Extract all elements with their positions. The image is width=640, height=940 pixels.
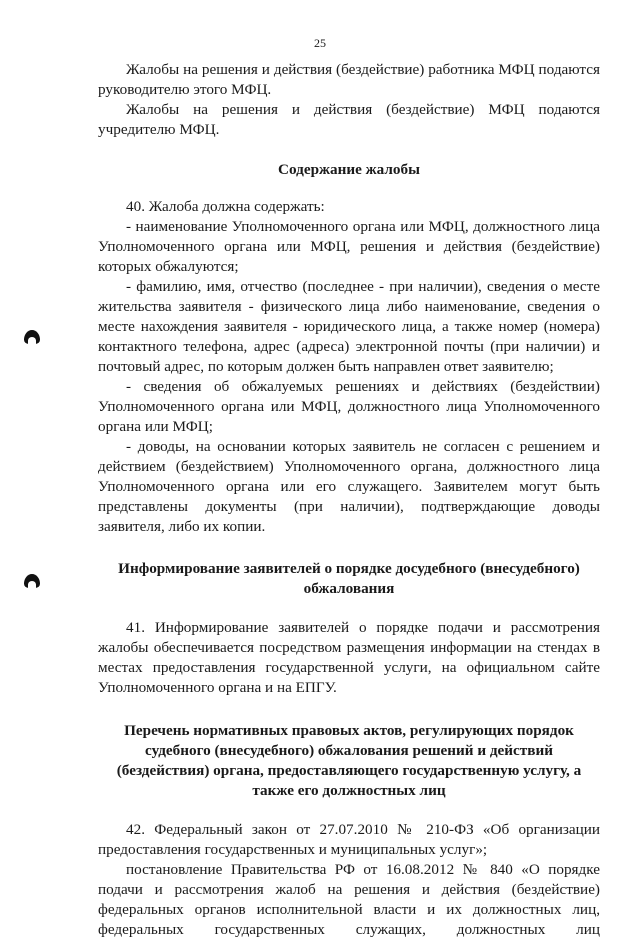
section-heading-complaint-content: Содержание жалобы: [278, 161, 420, 178]
punch-hole-mark: [24, 330, 40, 344]
paragraph: 40. Жалоба должна содержать:: [126, 198, 325, 215]
paragraph: постановление Правительства РФ от 16.08.2012 № 840 «О порядке подачи и рассмотрения жалоб на решения и действия (бездействие) федеральных органов исполнительной власти и их должностных лиц, федеральных государственных служащих, должностных лиц: [98, 861, 600, 938]
paragraph: 42. Федеральный закон от 27.07.2010 № 210-ФЗ «Об организации предоставления государственных и муниципальных услуг»;: [98, 821, 600, 858]
paragraph: 41. Информирование заявителей о порядке подачи и рассмотрения жалобы обеспечивается посредством размещения информации на стендах в местах предоставления государственной услуги, на официальном сайте Уполномоченного органа и на ЕПГУ.: [98, 619, 600, 696]
punch-hole-mark: [24, 574, 40, 588]
document-body: [98, 60, 600, 940]
list-item: - доводы, на основании которых заявитель не согласен с решением и действием (бездействием) Уполномоченного органа, должностного лица Уполномоченного органа или его служащего. Заявителем могут быть представлены документы (при наличии), подтверждающие доводы заявителя, либо их копии.: [98, 438, 600, 535]
paragraph: Жалобы на решения и действия (бездействие) работника МФЦ подаются руководителю этого МФЦ.: [98, 61, 600, 98]
section-heading-informing: Информирование заявителей о порядке досудебного (внесудебного) обжалования: [118, 560, 580, 597]
list-item: - фамилию, имя, отчество (последнее - при наличии), сведения о месте жительства заявителя - физического лица либо наименование, сведения о месте нахождения заявителя - юридического лица, а также номер (номера) контактного телефона, адрес (адреса) электронной почты (при наличии) и почтовый адрес, по которым должен быть направлен ответ заявителю;: [98, 278, 600, 375]
paragraph: Жалобы на решения и действия (бездействие) МФЦ подаются учредителю МФЦ.: [98, 101, 600, 138]
page-number: 25: [314, 36, 326, 50]
section-heading-legal-acts: Перечень нормативных правовых актов, регулирующих порядок судебного (внесудебного) обжалования решений и действий (бездействия) органа, предоставляющего государственную услугу, а также его должностных лиц: [116, 722, 582, 799]
list-item: - наименование Уполномоченного органа или МФЦ, должностного лица Уполномоченного органа или МФЦ, решения и действия (бездействие) которых обжалуются;: [98, 218, 600, 275]
list-item: - сведения об обжалуемых решениях и действиях (бездействии) Уполномоченного органа или МФЦ, должностного лица Уполномоченного органа или МФЦ;: [98, 378, 600, 435]
